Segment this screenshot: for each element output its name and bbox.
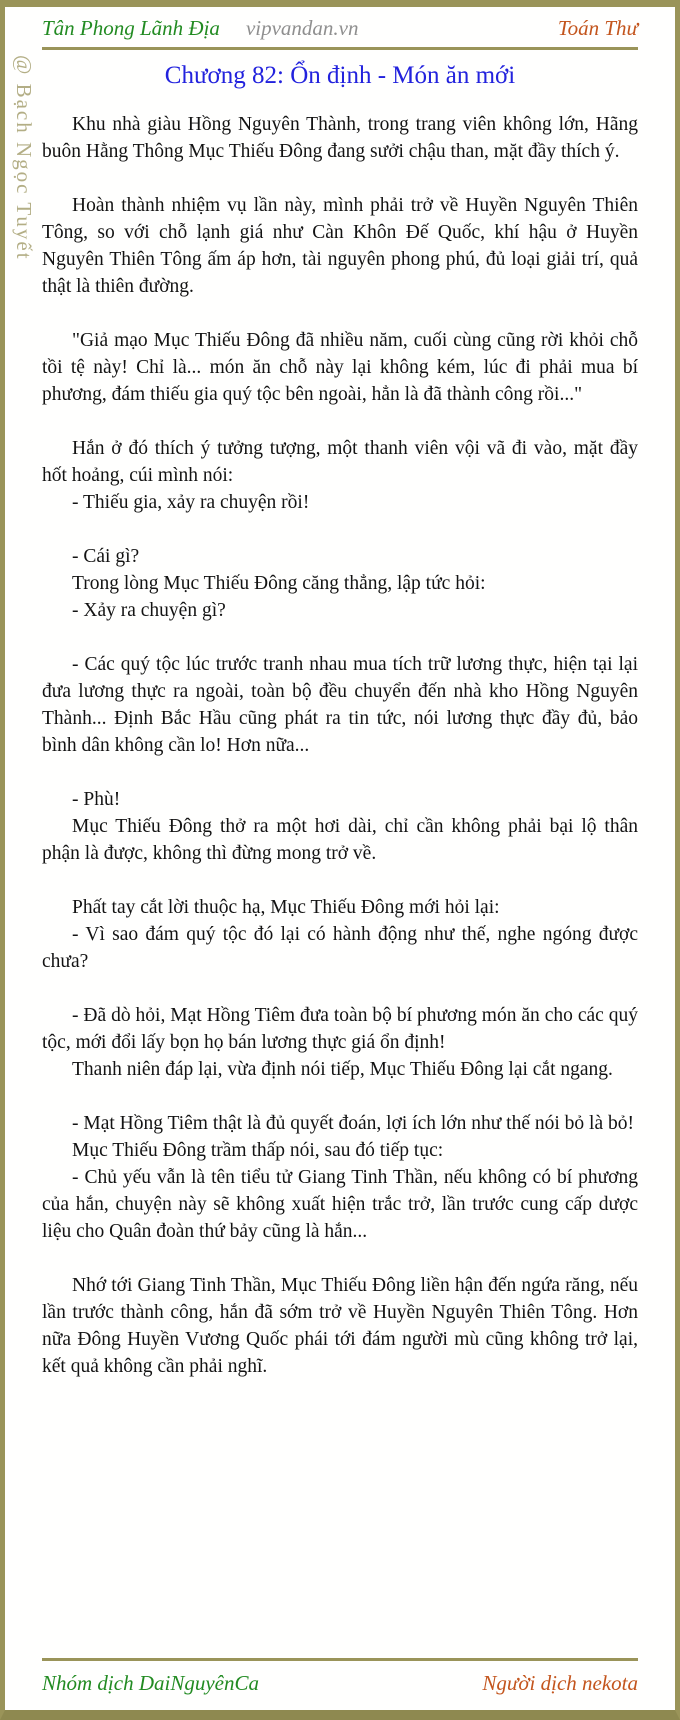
paragraph: - Phù!: [72, 789, 121, 810]
paragraph: Phất tay cắt lời thuộc hạ, Mục Thiếu Đông mới hỏi lại:: [72, 897, 500, 918]
translator-name: Người dịch nekota: [482, 1671, 638, 1695]
paragraph: - Xảy ra chuyện gì?: [72, 600, 226, 621]
novel-title: Tân Phong Lãnh Địa: [42, 16, 220, 40]
footer-credits: [42, 1661, 638, 1696]
paragraph: Mục Thiếu Đông trầm thấp nói, sau đó tiếp tục:: [72, 1140, 444, 1161]
paragraph: - Chủ yếu vẫn là tên tiểu tử Giang Tinh Thần, nếu không có bí phương của hắn, chuyện này sẽ không xuất hiện trắc trở, lần trước cung cấp dược liệu cho Quân đoàn thứ bảy cũng là hắn...: [42, 1167, 638, 1242]
paragraph: Thanh niên đáp lại, vừa định nói tiếp, Mục Thiếu Đông lại cắt ngang.: [72, 1059, 613, 1080]
header-divider: [42, 47, 638, 50]
watermark-author: @ Bạch Ngọc Tuyết: [12, 55, 36, 261]
paragraph: - Mạt Hồng Tiêm thật là đủ quyết đoán, lợi ích lớn như thế nói bỏ là bỏ!: [72, 1113, 634, 1134]
paragraph: Nhớ tới Giang Tinh Thần, Mục Thiếu Đông liền hận đến ngứa răng, nếu lần trước thành công, hắn đã sớm trở về Huyền Nguyên Thiên Tông. Hơn nữa Đông Huyền Vương Quốc phái tới đám người mù cũng không trở lại, kết quả không cần phải nghĩ.: [42, 1275, 638, 1377]
paragraph: Hắn ở đó thích ý tưởng tượng, một thanh viên vội vã đi vào, mặt đầy hốt hoảng, cúi mình nói:: [42, 438, 638, 486]
paragraph: "Giả mạo Mục Thiếu Đông đã nhiều năm, cuối cùng cũng rời khỏi chỗ tồi tệ này! Chỉ là... món ăn chỗ này lại không kém, lúc đi phải mua bí phương, đám thiếu gia quý tộc bên ngoài, hẳn là đã thành công rồi...": [42, 330, 638, 405]
paragraph: Trong lòng Mục Thiếu Đông căng thẳng, lập tức hỏi:: [72, 573, 486, 594]
paragraph: - Các quý tộc lúc trước tranh nhau mua tích trữ lương thực, hiện tại lại đưa lương thực ra ngoài, toàn bộ đều chuyển đến nhà kho Hồng Nguyên Thành... Định Bắc Hầu cũng phát ra tin tức, nói lương thực đầy đủ, bảo bình dân không cần lo! Hơn nữa...: [42, 654, 638, 756]
paragraph: - Vì sao đám quý tộc đó lại có hành động như thế, nghe ngóng được chưa?: [42, 924, 638, 972]
page-content: [5, 7, 675, 1710]
header-category: Toán Thư: [557, 16, 638, 40]
body-text: [42, 111, 638, 1380]
paragraph: Mục Thiếu Đông thở ra một hơi dài, chỉ cần không phải bại lộ thân phận là được, không thì đừng mong trở về.: [42, 816, 638, 864]
paragraph: - Cái gì?: [72, 546, 140, 567]
paragraph: Khu nhà giàu Hồng Nguyên Thành, trong trang viên không lớn, Hãng buôn Hằng Thông Mục Thiếu Đông đang sưởi chậu than, mặt đầy thích ý.: [42, 114, 638, 162]
page-footer: [42, 1652, 638, 1710]
translation-group: Nhóm dịch DaiNguyênCa: [42, 1671, 259, 1695]
paragraph: - Thiếu gia, xảy ra chuyện rồi!: [72, 492, 310, 513]
page-header: [42, 7, 638, 41]
paragraph: Hoàn thành nhiệm vụ lần này, mình phải trở về Huyền Nguyên Thiên Tông, so với chỗ lạnh giá như Càn Khôn Đế Quốc, khí hậu ở Huyền Nguyên Thiên Tông ấm áp hơn, tài nguyên phong phú, đủ loại giải trí, quả thật là thiên đường.: [42, 195, 638, 297]
chapter-title: Chương 82: Ổn định - Món ăn mới: [164, 62, 516, 89]
paragraph: - Đã dò hỏi, Mạt Hồng Tiêm đưa toàn bộ bí phương món ăn cho các quý tộc, mới đổi lấy bọn họ bán lương thực giá ổn định!: [42, 1005, 638, 1053]
site-url: vipvandan.vn: [245, 16, 359, 40]
